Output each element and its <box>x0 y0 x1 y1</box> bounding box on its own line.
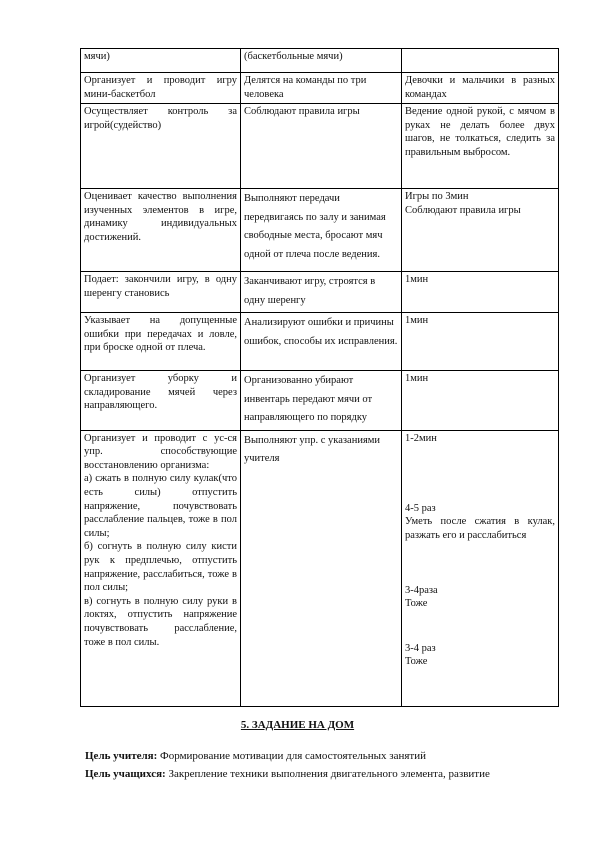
students-cell: Анализируют ошибки и причины ошибок, способы их исправления. <box>241 313 402 371</box>
student-goal <box>85 768 490 780</box>
note-cell <box>402 430 559 706</box>
note-cell: 1мин <box>402 371 559 431</box>
table-row <box>81 430 559 706</box>
teacher-goal-text: Формирование мотивации для самостоятельных занятий <box>157 750 427 762</box>
students-cell: Организованно убирают инвентарь передают мячи от направляющего по порядку <box>241 371 402 431</box>
teacher-cell: Организует и проводит с ус-ся упр. способствующие восстановлению организма: а) сжать в полную силу кулак(что есть силы) отпустить напряжение, почувствовать расслабление пальцев, тоже в пол силы; б) согнуть в полную силу кисти рук к предплечью, отпустить напряжение, расслабиться, тоже в пол силы; в) согнуть в полную силу руки в локтях, отпустить напряжение почувствовать расслабление, тоже в пол силы. <box>81 430 241 706</box>
note-cell <box>402 49 559 73</box>
teacher-cell: Указывает на допущенные ошибки при передачах и ловле, при броске одной от плеча. <box>81 313 241 371</box>
note-reps-b: 3-4раза Тоже <box>405 584 438 610</box>
students-cell: Выполняют упр. с указаниями учителя <box>241 430 402 706</box>
section-title: 5. ЗАДАНИЕ НА ДОМ <box>240 719 355 731</box>
teacher-cell: Подает: закончили игру, в одну шеренгу становись <box>81 272 241 313</box>
teacher-cell: Оценивает качество выполнения изученных элементов в игре, динамику индивидуальных достижений. <box>81 189 241 272</box>
note-reps-a: 4-5 раз Уметь после сжатия в кулак, разжать его и расслабиться <box>405 502 555 541</box>
table-row <box>81 73 559 104</box>
students-cell: Выполняют передачи передвигаясь по залу и занимая свободные места, бросают мяч одной от плеча после ведения. <box>241 189 402 272</box>
note-time: 1-2мин <box>405 432 437 444</box>
note-reps-c: 3-4 раз Тоже <box>405 642 436 668</box>
teacher-cell: Осуществляет контроль за игрой(судейство) <box>81 104 241 189</box>
table-row <box>81 104 559 189</box>
note-cell: Ведение одной рукой, с мячом в руках не делать более двух шагов, не толкаться, следить за правильным выбросом. <box>402 104 559 189</box>
lesson-plan-table <box>80 48 559 707</box>
teacher-cell: мячи) <box>81 49 241 73</box>
students-cell: Делятся на команды по три человека <box>241 73 402 104</box>
note-cell: 1мин <box>402 272 559 313</box>
students-cell: Заканчивают игру, строятся в одну шеренгу <box>241 272 402 313</box>
table-row <box>81 272 559 313</box>
teacher-cell: Организует и проводит игру мини-баскетбол <box>81 73 241 104</box>
note-cell: Игры по 3мин Соблюдают правила игры <box>402 189 559 272</box>
table-row <box>81 189 559 272</box>
table-row <box>81 49 559 73</box>
teacher-cell: Организует уборку и складирование мячей через направляющего. <box>81 371 241 431</box>
students-cell: (баскетбольные мячи) <box>241 49 402 73</box>
note-cell: 1мин <box>402 313 559 371</box>
table-row <box>81 313 559 371</box>
student-goal-label: Цель учащихся: <box>85 768 166 780</box>
teacher-goal-label: Цель учителя: <box>85 750 158 762</box>
students-cell: Соблюдают правила игры <box>241 104 402 189</box>
note-cell: Девочки и мальчики в разных командах <box>402 73 559 104</box>
table-row <box>81 371 559 431</box>
teacher-goal <box>85 750 426 762</box>
student-goal-text: Закрепление техники выполнения двигательного элемента, развитие <box>165 768 490 780</box>
